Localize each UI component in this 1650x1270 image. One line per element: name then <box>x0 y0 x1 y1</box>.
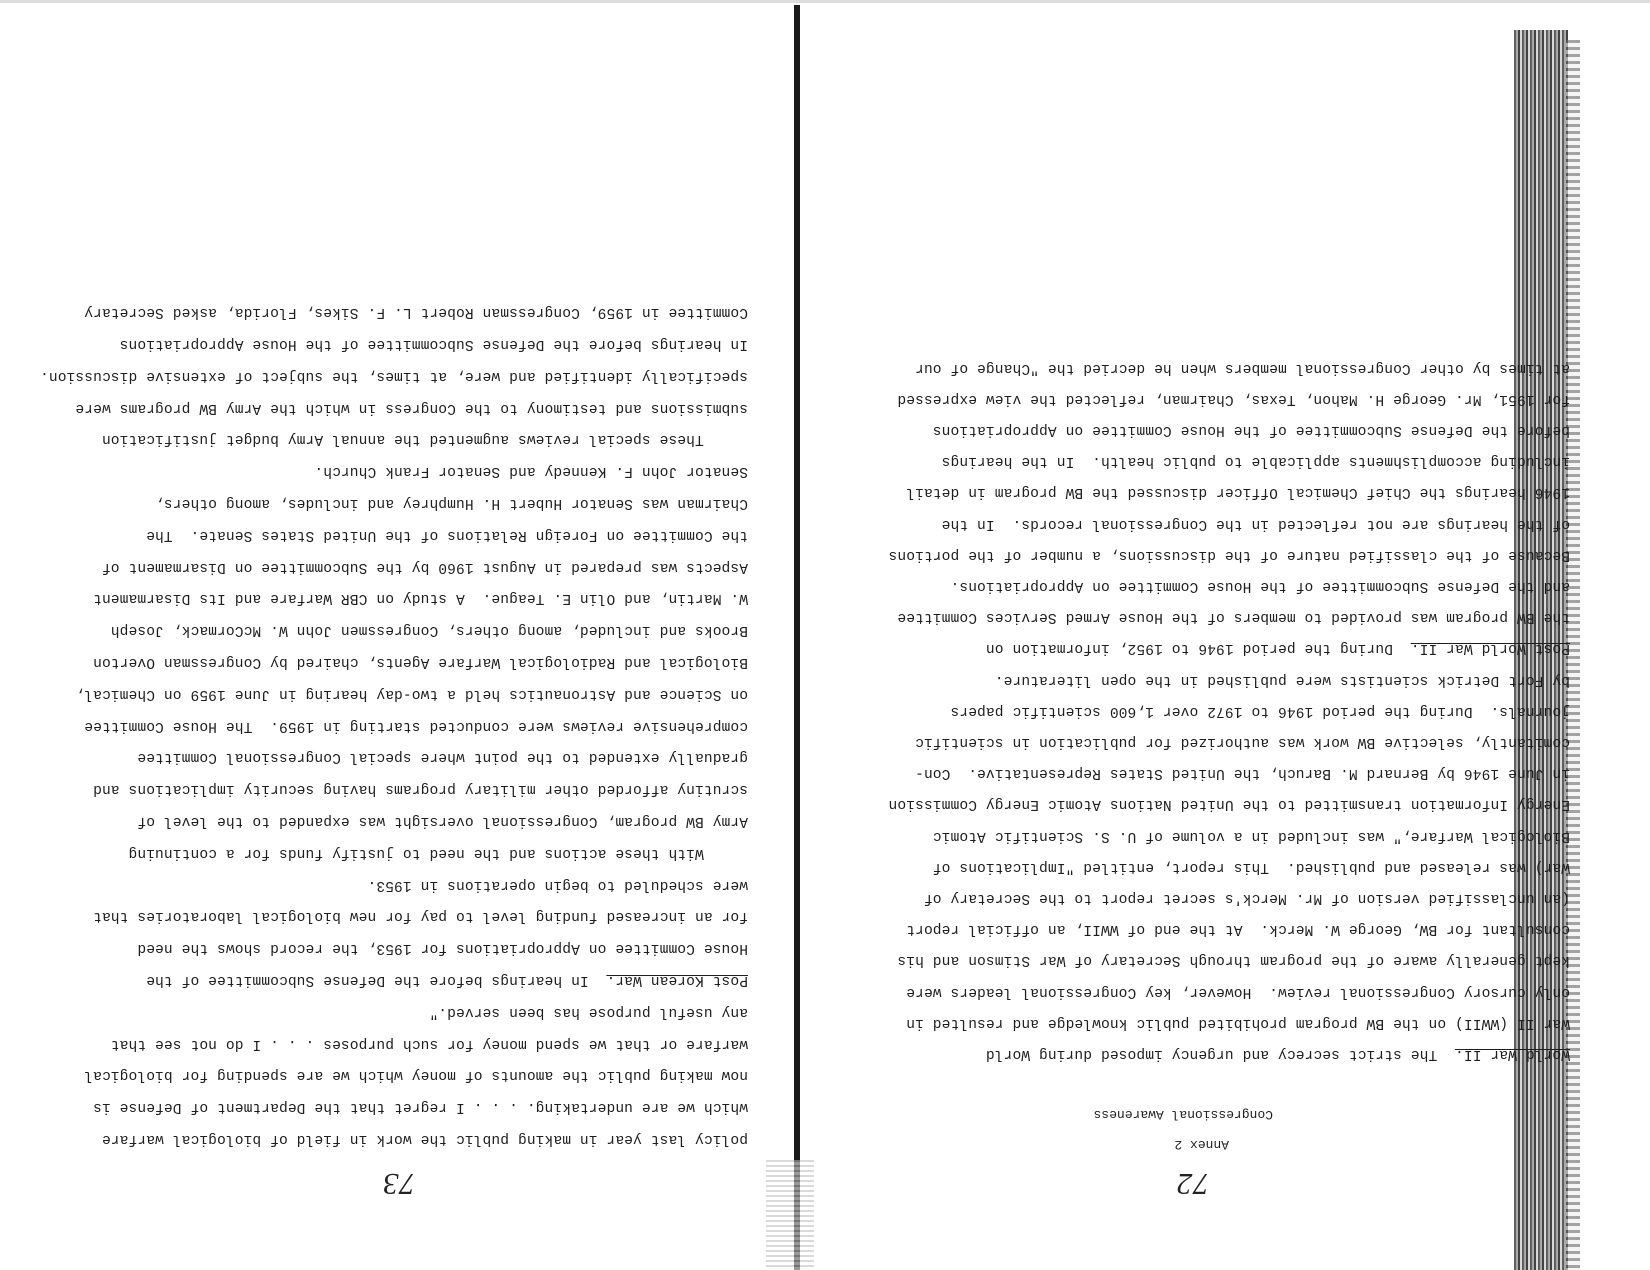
line-text: Brooks and included, among others, Congressmen John W. McCormack, Joseph <box>110 622 748 639</box>
line-text: consultant for BW, George W. Merck. At the end of WWII, an official report <box>906 921 1570 938</box>
text-line <box>933 422 1570 438</box>
line-text: comprehensive reviews were conducted starting in 1959. The House Committee <box>84 717 748 734</box>
line-text: Chairman was Senator Hubert H. Humphrey and includes, among others, <box>154 495 748 511</box>
text-line <box>84 1067 748 1083</box>
line-text: gradually extended to the point where special Congressional Committee <box>137 749 748 766</box>
text-line <box>111 622 748 638</box>
text-line <box>915 360 1570 376</box>
line-text: by Fort Detrick scientists were published in the open literature. <box>994 671 1570 688</box>
text-line <box>93 908 748 924</box>
line-text: During the period 1946 to 1952, information on <box>985 640 1411 657</box>
line-text: House Committee on Appropriations for 1953, the record shows the need <box>137 940 748 957</box>
line-text: Senator John F. Kennedy and Senator Frank Church. <box>314 463 748 480</box>
text-line <box>915 765 1570 781</box>
line-text: In hearings before the Defense Subcommittee of the House Appropriations <box>119 336 748 352</box>
text-line <box>75 686 748 702</box>
line-text: for an increased funding level to pay for new biological laboratories that <box>92 908 748 925</box>
line-text: warfare or that we spend money for such purposes . . . I do not see that <box>110 1035 748 1052</box>
text-line <box>906 921 1570 937</box>
section-heading: Post Korean War. <box>606 972 748 988</box>
line-text: With these actions and the need to justify funds for a continuing <box>128 844 748 861</box>
text-line <box>933 828 1570 844</box>
text-line <box>986 1046 1570 1062</box>
line-text: These special reviews augmented the annual Army budget justification <box>101 431 748 448</box>
text-line <box>93 590 748 606</box>
text-line <box>897 391 1570 407</box>
text-line <box>367 877 748 893</box>
line-text: specifically identified and were, at times, the subject of extensive discussion. <box>39 367 748 384</box>
binding-gutter <box>794 5 800 1270</box>
text-line <box>146 972 748 988</box>
line-text: in June 1946 by Bernard M. Baruch, the United States Representative. Con- <box>914 765 1570 782</box>
line-text: submissions and testimony to the Congress in which the Army BW programs were <box>75 399 748 416</box>
text-line <box>102 559 748 575</box>
text-line <box>429 1004 748 1020</box>
text-line <box>84 304 748 320</box>
text-line <box>950 703 1570 719</box>
text-line <box>102 1131 748 1147</box>
line-text: for 1951, Mr. George H. Mahon, Texas, Chairman, reflected the view expressed <box>897 390 1570 407</box>
line-text: War) was released and published. This report, entitled "Implications of <box>932 858 1570 875</box>
line-text: Energy Information transmitted to the United Nations Atomic Energy Commission <box>888 796 1570 813</box>
text-line <box>93 654 748 670</box>
line-text: Biological Warfare," was included in a volume of U. S. Scientific Atomic <box>932 827 1570 844</box>
text-line <box>84 718 748 734</box>
text-line <box>128 845 748 861</box>
section-subheading: Congressional Awareness <box>1093 1107 1273 1122</box>
line-text: including accomplishments applicable to public health. In the hearings <box>941 453 1570 470</box>
line-text: W. Martin, and Olin E. Teague. A study on CBR Warfare and Its Disarmament <box>92 590 748 607</box>
text-line <box>93 781 748 797</box>
text-line <box>942 453 1570 469</box>
text-line <box>111 1036 748 1052</box>
text-line <box>102 431 748 447</box>
line-text: only cursory Congressional review. However, key Congressional leaders were <box>906 983 1570 1000</box>
text-line <box>906 984 1570 1000</box>
line-text: on Science and Astronautics held a two-day hearing in June 1959 on Chemical, <box>75 685 748 702</box>
text-line <box>924 890 1570 906</box>
line-text: Aspects was prepared in August 1960 by the Subcommittee on Disarmament of <box>101 558 748 575</box>
text-line <box>137 749 748 765</box>
section-heading: World War II. <box>1454 1046 1570 1062</box>
line-text: and the Defense Subcommittee of the House Committee on Appropriations. <box>950 578 1570 594</box>
text-line <box>950 578 1570 594</box>
page-73 <box>0 0 790 1270</box>
line-text: comitantly, selective BW work was authorized for publication in scientific <box>914 734 1570 750</box>
line-text: kept generally aware of the program through Secretary of War Stimson and his <box>897 952 1570 969</box>
page-72 <box>830 0 1650 1270</box>
line-text: of the hearings are not reflected in the Congressional records. In the <box>941 515 1570 532</box>
line-text: at times by other Congressional members when he decried the "Change of our <box>914 359 1570 376</box>
text-line <box>93 1099 748 1115</box>
line-text: before the Defense Subcommittee of the House Committee on Appropriations <box>932 422 1570 438</box>
line-text: were scheduled to begin operations in 1953. <box>367 876 748 893</box>
line-text: In hearings before the Defense Subcommittee of the <box>146 972 607 988</box>
text-line <box>146 527 748 543</box>
text-line <box>986 640 1570 656</box>
text-line <box>137 940 748 956</box>
line-text: The strict secrecy and urgency imposed during World <box>985 1046 1455 1062</box>
text-line <box>155 495 748 511</box>
line-text: Committee in 1959, Congressman Robert L. F. Sikes, Florida, asked Secretary <box>84 304 748 321</box>
line-text: now making public the amounts of money which we are spending for biological <box>84 1067 748 1084</box>
text-line <box>888 547 1570 563</box>
line-text: War II (WWII) on the BW program prohibited public knowledge and resulted in <box>906 1014 1570 1031</box>
text-line <box>137 813 748 829</box>
text-line <box>915 734 1570 750</box>
annex-label: Annex 2 <box>1174 1137 1229 1152</box>
line-text: Army BW program, Congressional oversight was expanded to the level of <box>137 813 748 829</box>
page-number: 73 <box>382 1167 415 1202</box>
text-line <box>942 516 1570 532</box>
line-text: Biological and Radiological Warfare Agents, chaired by Congressman Overton <box>92 654 748 670</box>
section-heading: Post World War II. <box>1410 640 1570 657</box>
line-text: (an unclassified version of Mr. Merck's secret report to the Secretary of <box>923 890 1570 906</box>
text-line <box>314 463 748 479</box>
text-line <box>906 1015 1570 1031</box>
line-text: policy last year in making public the work in field of biological warfare <box>101 1131 748 1147</box>
text-line <box>897 609 1570 625</box>
line-text: Because of the classified nature of the discussions, a number of the portions <box>888 546 1570 563</box>
page-number: 72 <box>1176 1167 1209 1202</box>
text-line <box>40 368 748 384</box>
line-text: scrutiny afforded other military programs having security implications and <box>92 781 748 798</box>
text-line <box>995 672 1570 688</box>
text-line <box>906 484 1570 500</box>
text-line <box>120 336 748 352</box>
line-text: any useful purpose has been served." <box>429 1003 748 1020</box>
line-text: the Committee on Foreign Relations of the United States Senate. The <box>146 526 748 543</box>
text-line <box>888 796 1570 812</box>
text-line <box>897 952 1570 968</box>
line-text: the BW program was provided to members of the House Armed Services Committee <box>897 609 1570 626</box>
line-text: which we are undertaking. . . . I regret that the Department of Defense is <box>92 1099 748 1116</box>
text-line <box>75 400 748 416</box>
line-text: journals. During the period 1946 to 1972 over 1,600 scientific papers <box>950 702 1570 719</box>
text-line <box>933 859 1570 875</box>
line-text: 1946 hearings the Chief Chemical Officer discussed the BW program in detail <box>906 484 1570 501</box>
